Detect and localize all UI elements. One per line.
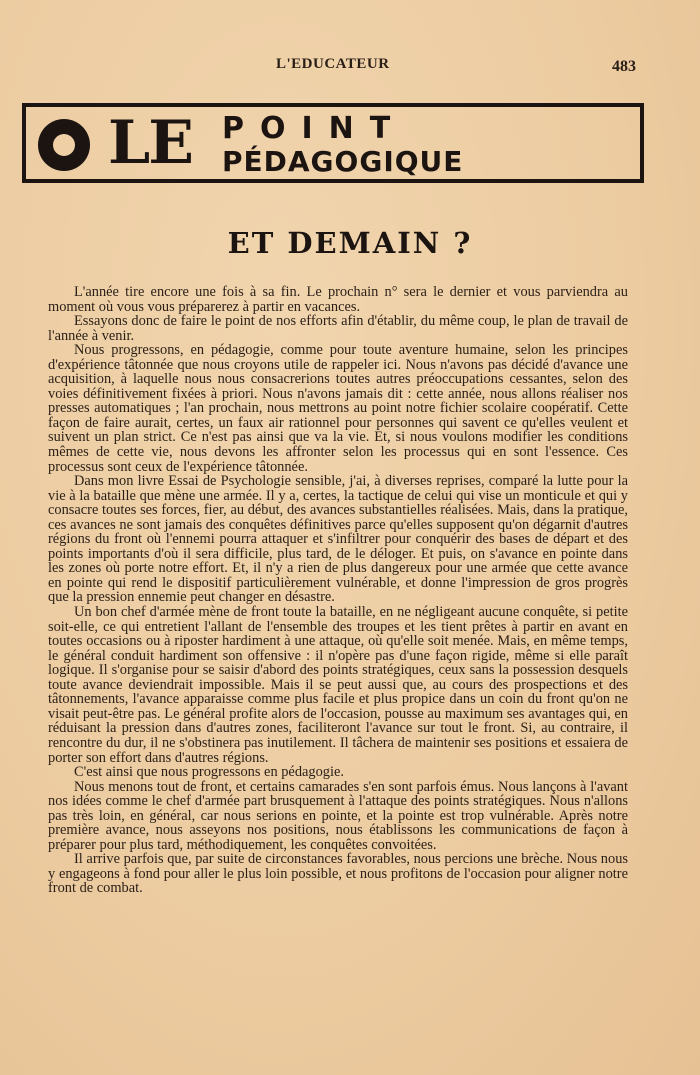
banner-word-pedagogique: PÉDAGOGIQUE bbox=[222, 145, 464, 178]
banner-ring-logo bbox=[38, 119, 90, 171]
paragraph: Nous progressons, en pédagogie, comme pour toute aventure humaine, selon les principes d'expérience tâtonnée que nous croyons utile de rappeler ici. Nous n'avons pas décidé d'avance une acquisition, à laquelle nous nous consacrerions toutes autres préoccupations cessantes, selon des voies définitivement fixées à priori. Nous n'avons jamais dit : cette année, nous allons réaliser nos presses automatiques ; l'an prochain, nous mettrons au point notre fichier scolaire coopératif. Cette façon de faire aurait, certes, un faux air rationnel pour personnes qui savent ce qu'elles veulent et suivent un plan strict. Ce n'est pas ainsi que va la vie. Et, si nous voulons modifier les conditions mêmes de cette vie, nous devons les affronter selon les processus qui en sont l'essence. Ces processus sont ceux de l'expérience tâtonnée. bbox=[48, 342, 628, 475]
paragraph: Nous menons tout de front, et certains camarades s'en sont parfois émus. Nous lançons à l'avant nos idées comme le chef d'armée part brusquement à l'attaque des points stratégiques. Nous n'allons pas très loin, en général, car nous serions en pointe, et la pointe est trop vulnérable. Après notre première avance, nous asseyons nos positions, nous établissons les communications de façon à préparer pour plus tard, méthodiquement, les conquêtes convoitées. bbox=[48, 778, 628, 853]
paragraph: Un bon chef d'armée mène de front toute la bataille, en ne négligeant aucune conquête, si petite soit-elle, ce qui entretient l'allant de l'ensemble des troupes et les tient prêtes à partir en avant en toutes occasions ou à riposter hardiment à une attaque, où qu'elle soit menée. Mais, en même temps, le général conduit hardiment son offensive : il n'opère pas d'une façon rigide, même si elle paraît logique. Il s'organise pour se saisir d'abord des points stratégiques, ceux sans la possession desquels toute avance deviendrait impossible. Mais il se peut aussi que, au cours des prospections et des tâtonnements, l'avance apparaisse comme plus facile et plus propice dans un coin du front qu'on ne visait peut-être pas. Le général profite alors de l'occasion, pousse au maximum ses avantages qui, en réduisant la pression dans d'autres zones, faciliteront l'avance sur tout le front. Si, au contraire, il rencontre du dur, il ne s'obstinera pas inutilement. Il tâchera de maintenir ses positions et essaiera de porter son effort dans d'autres régions. bbox=[48, 604, 628, 766]
journal-title: L'EDUCATEUR bbox=[276, 56, 390, 72]
paragraph: Il arrive parfois que, par suite de circonstances favorables, nous percions une brèche. Nous nous y engageons à fond pour aller le plus loin possible, et nous profitons de l'occasion pour aligner notre front de combat. bbox=[48, 851, 628, 897]
section-banner bbox=[22, 103, 644, 183]
article-body bbox=[48, 285, 628, 896]
running-header bbox=[0, 56, 700, 78]
paragraph: Dans mon livre Essai de Psychologie sensible, j'ai, à diverses reprises, comparé la lutte pour la vie à la bataille que mène une armée. Il y a, certes, la tactique de celui qui vise un monticule et qui y consacre toutes ses forces, fier, au début, des avances substantielles réalisées. Mais, dans la pratique, ces avances ne sont jamais des conquêtes définitives parce qu'elles supposent qu'on dégarnit d'autres régions du front où l'ennemi pourra attaquer et s'infiltrer pour conquérir des bases de départ et des points importants d'où il sera difficile, plus tard, de le déloger. Et puis, on s'avance en pointe dans les zones où porte notre effort. Et, il n'y a rien de plus dangereux pour une armée que cette avance en pointe qui rend le dispositif particulièrement vulnérable, et donne l'impression de gros progrès que la pression ennemie peut changer en désastre. bbox=[48, 473, 628, 606]
banner-word-le: LE bbox=[108, 108, 192, 178]
paragraph: L'année tire encore une fois à sa fin. Le prochain n° sera le dernier et vous parviendra au moment où vous vous préparerez à partir en vacances. bbox=[48, 284, 628, 315]
article-title: ET DEMAIN ? bbox=[227, 226, 473, 260]
paragraph: C'est ainsi que nous progressons en pédagogie. bbox=[74, 764, 344, 781]
banner-word-point: POINT bbox=[222, 111, 407, 146]
page-number: 483 bbox=[612, 58, 636, 75]
paragraph: Essayons donc de faire le point de nos efforts afin d'établir, du même coup, le plan de travail de l'année à venir. bbox=[48, 313, 628, 344]
